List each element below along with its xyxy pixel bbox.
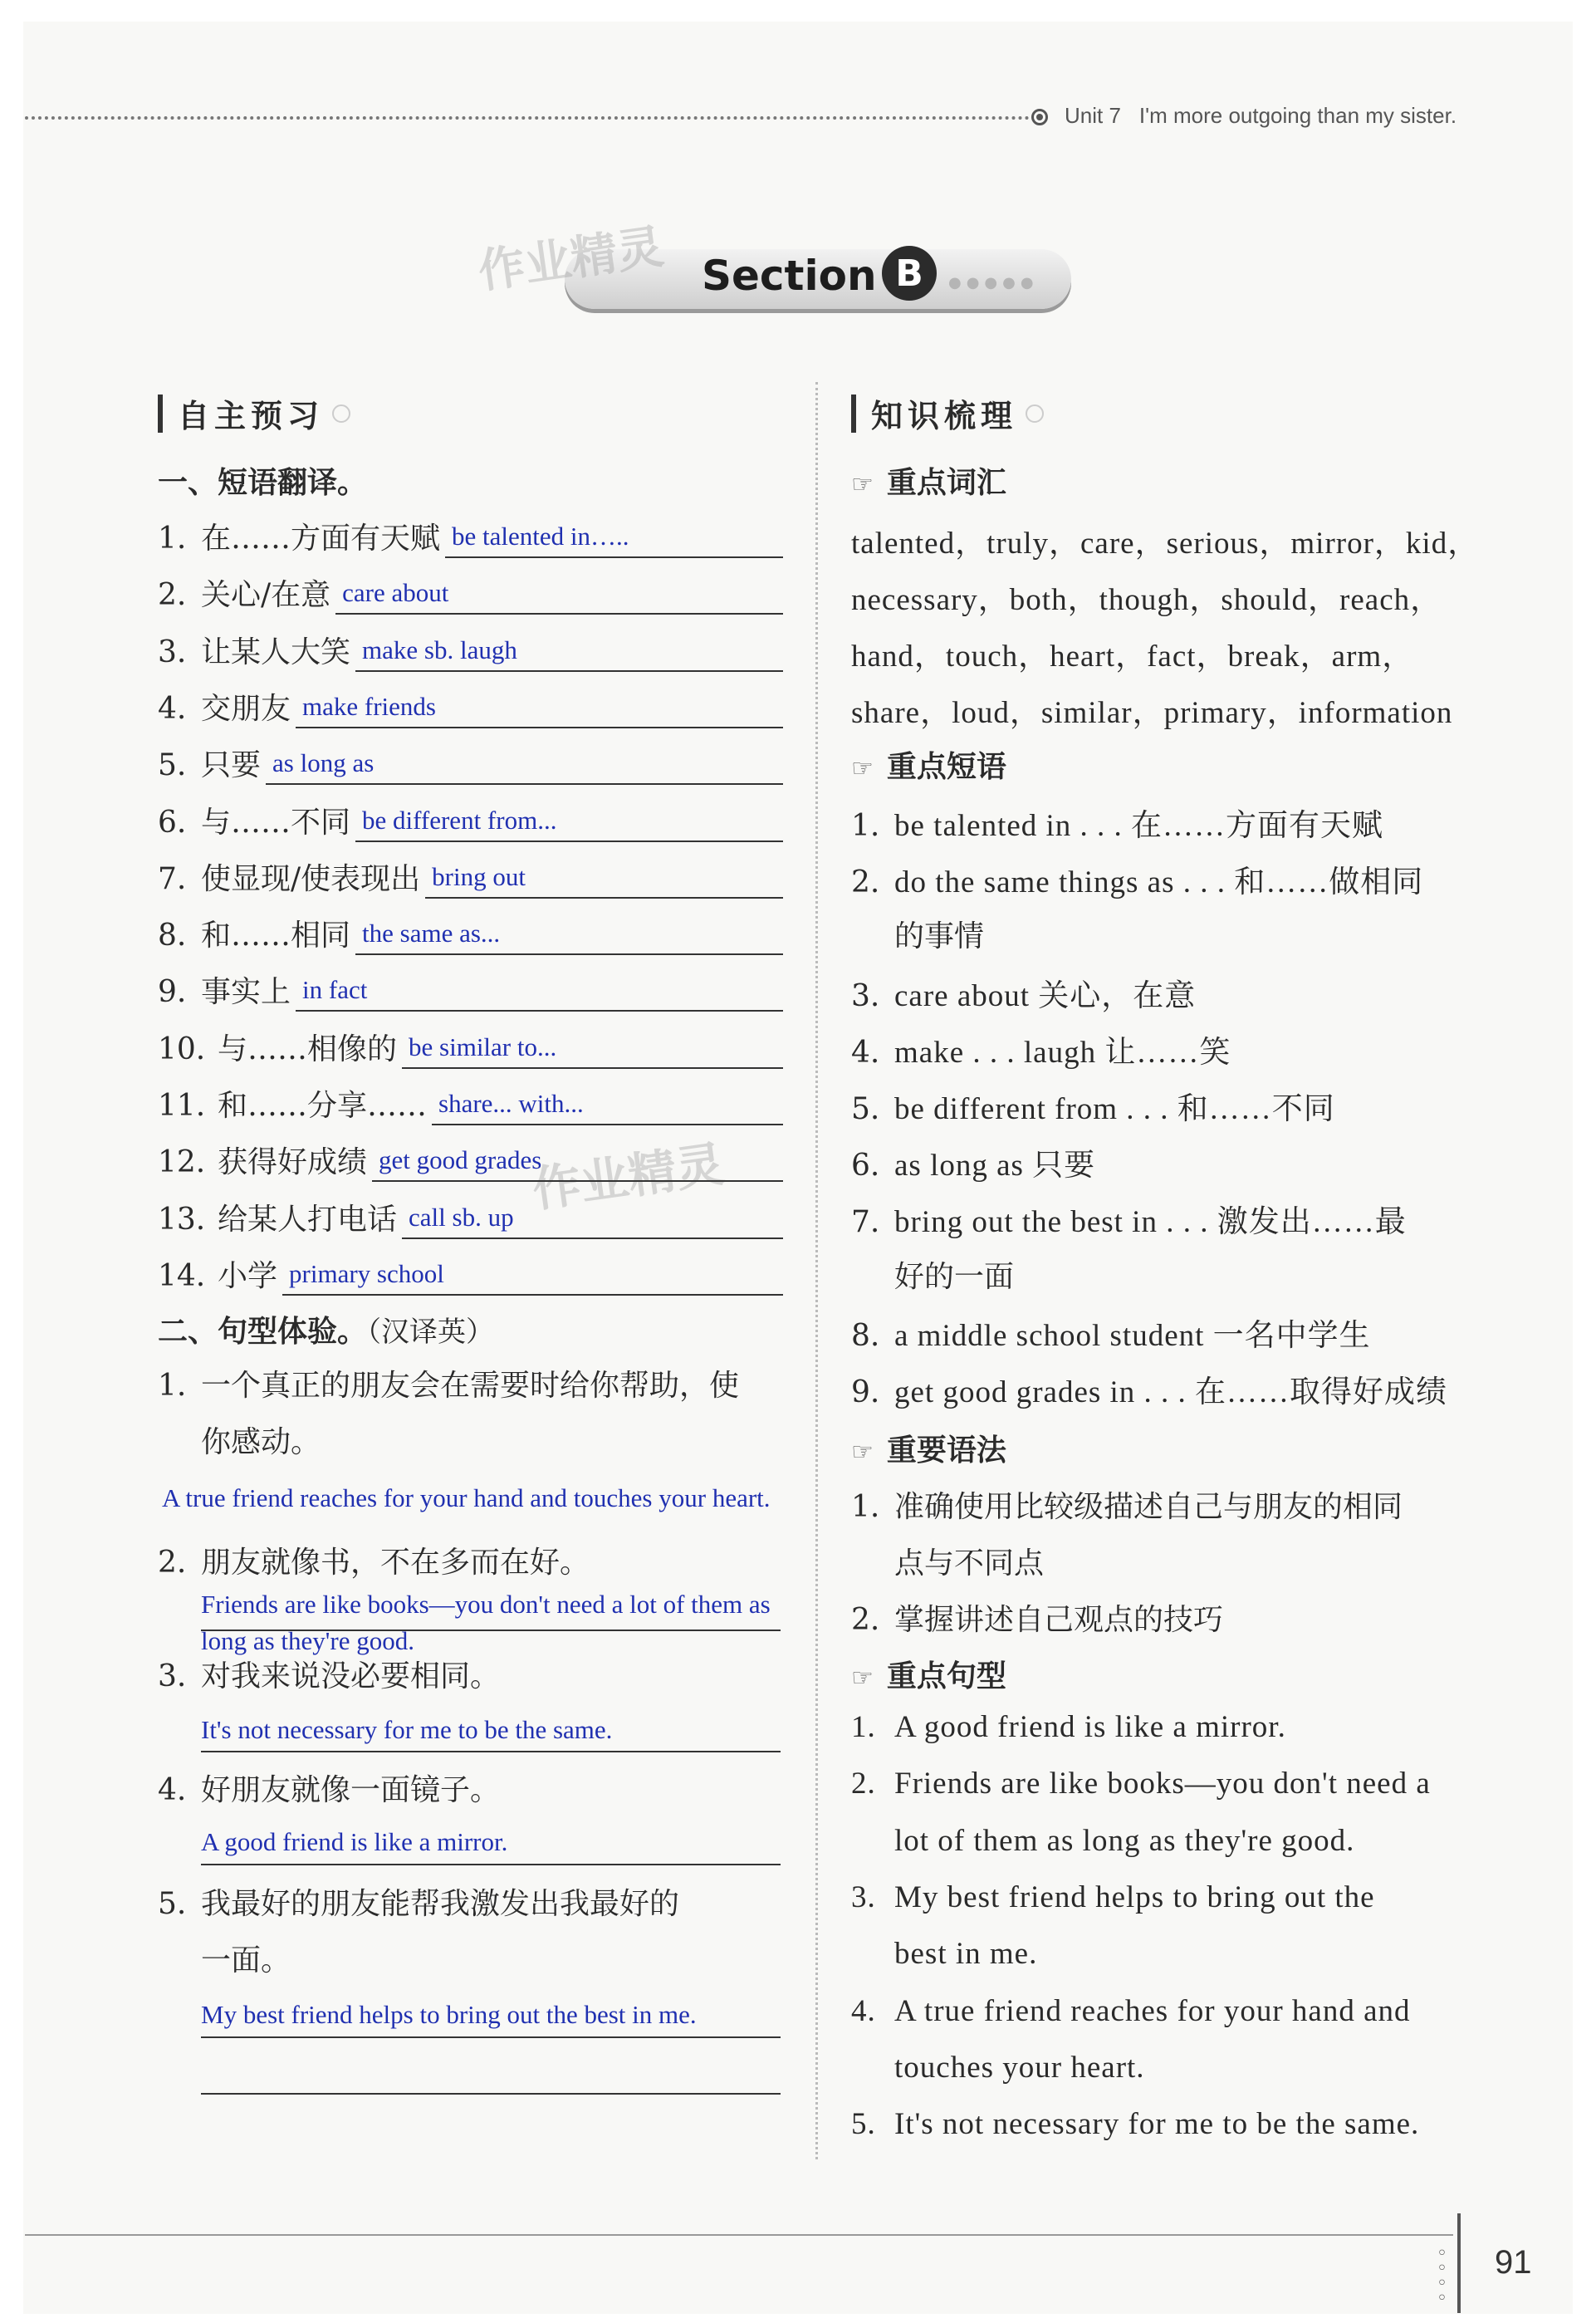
- key-sentence-item-cont: touches your heart.: [894, 2051, 1145, 2085]
- watermark: 作业精灵: [475, 219, 668, 300]
- answer-underline: [372, 1180, 783, 1182]
- unit-title: I'm more outgoing than my sister.: [1138, 103, 1457, 128]
- phrase-chinese: 获得好成绩: [218, 1145, 368, 1179]
- answer-underline: [355, 840, 783, 842]
- key-phrase-item: 3. care about 关心，在意: [851, 979, 1197, 1013]
- sentence-answer: Friends are like books—you don't need a lot of them as: [201, 1590, 771, 1619]
- answer-underline: [201, 1864, 781, 1865]
- left-section-heading: 自主预习: [158, 390, 350, 436]
- heading-bar-icon: [851, 395, 856, 433]
- phrase-answer: share... with...: [438, 1089, 584, 1118]
- sentence-answer: A good friend is like a mirror.: [201, 1827, 508, 1856]
- key-phrase-item-cont: 好的一面: [894, 1260, 1015, 1294]
- phrase-chinese: 在……方面有天赋: [201, 522, 441, 556]
- phrase-chinese: 关心/在意: [201, 578, 331, 612]
- key-sentence-item: 1. A good friend is like a mirror.: [851, 1710, 1286, 1744]
- phrase-translation-item: 6. 与……不同 be different from...: [158, 806, 557, 840]
- phrase-answer: be similar to...: [409, 1032, 557, 1061]
- part2-title: 二、句型体验。（汉译英）: [158, 1315, 495, 1349]
- banner-dots-decoration: ●●●●●: [948, 274, 1039, 292]
- sentence-item: 2. 朋友就像书，不在多而在好。: [158, 1546, 590, 1580]
- key-sentence-item: 2. Friends are like books—you don't need a: [851, 1767, 1431, 1801]
- running-header: [1065, 103, 1475, 129]
- answer-underline: [201, 2036, 781, 2038]
- phrase-answer: get good grades: [379, 1145, 542, 1174]
- page-number: 91: [1495, 2244, 1532, 2281]
- answer-underline: [282, 1294, 783, 1296]
- answer-underline-blank: [201, 2093, 781, 2095]
- phrase-chinese: 交朋友: [201, 692, 291, 726]
- phrase-chinese: 只要: [201, 748, 262, 782]
- part2-note: （汉译英）: [367, 1316, 495, 1349]
- key-phrase-item: 4. make . . . laugh 让……笑: [851, 1036, 1231, 1070]
- sentence-item: 1. 一个真正的朋友会在需要时给你帮助，使: [158, 1369, 740, 1403]
- sentence-item: 3. 对我来说没必要相同。: [158, 1659, 501, 1693]
- phrase-translation-item: 3. 让某人大笑 make sb. laugh: [158, 635, 517, 669]
- header-dotted-rule: [25, 116, 1030, 120]
- phrase-answer: call sb. up: [409, 1203, 514, 1232]
- phrase-translation-item: 7. 使显现/使表现出 bring out: [158, 862, 526, 896]
- answer-underline: [355, 670, 783, 672]
- right-section-heading: 知识梳理: [851, 390, 1044, 436]
- phrase-answer: the same as...: [362, 919, 501, 948]
- pointing-hand-icon: ☞: [851, 470, 874, 499]
- phrase-translation-item: 14. 小学 primary school: [158, 1259, 444, 1293]
- grammar-title: ☞ 重要语法: [851, 1433, 1006, 1468]
- key-sentence-item: 5. It's not necessary for me to be the same.: [851, 2107, 1420, 2141]
- phrase-answer: make friends: [302, 692, 436, 721]
- header-bullet-icon: [1031, 109, 1048, 125]
- phrase-translation-item: 4. 交朋友 make friends: [158, 692, 436, 726]
- phrase-translation-item: 5. 只要 as long as: [158, 748, 375, 782]
- phrase-chinese: 和……相同: [201, 919, 351, 953]
- phrase-translation-item: 11. 和……分享…… share... with...: [158, 1089, 584, 1123]
- sentence-answer: A true friend reaches for your hand and touches your heart.: [162, 1483, 771, 1512]
- answer-underline: [296, 727, 783, 728]
- pointing-hand-icon: ☞: [851, 1664, 874, 1693]
- key-phrase-item-cont: 的事情: [894, 919, 985, 953]
- phrase-translation-item: 1. 在……方面有天赋 be talented in…..: [158, 522, 629, 556]
- phrase-chinese: 事实上: [201, 975, 291, 1009]
- phrase-answer: be different from...: [362, 806, 557, 835]
- footer-marks-decoration: ◦ ◦ ◦ ◦: [1437, 2243, 1447, 2309]
- vocab-title: ☞ 重点词汇: [851, 466, 1006, 500]
- phrase-answer: primary school: [289, 1259, 444, 1288]
- pointing-hand-icon: ☞: [851, 1438, 874, 1467]
- heading-bar-icon: [158, 395, 163, 433]
- section-title: Section: [702, 252, 877, 300]
- vocab-line: share，loud，similar，primary，information: [851, 696, 1453, 730]
- pointing-hand-icon: ☞: [851, 754, 874, 783]
- footer-bar: [1457, 2213, 1461, 2313]
- watermark: 作业精灵: [529, 1135, 728, 1218]
- answer-underline: [432, 1124, 783, 1125]
- answer-underline: [355, 953, 783, 955]
- phrase-chinese: 与……不同: [201, 806, 351, 840]
- key-phrase-item: 8. a middle school student 一名中学生: [851, 1319, 1371, 1353]
- phrase-answer: be talented in…..: [452, 522, 629, 551]
- phrases-title: ☞ 重点短语: [851, 750, 1006, 784]
- phrase-translation-item: 10. 与……相像的 be similar to...: [158, 1032, 557, 1066]
- sentences-title: ☞ 重点句型: [851, 1659, 1006, 1693]
- answer-underline: [445, 556, 783, 558]
- vocab-line: hand，touch，heart，fact，break，arm，: [851, 640, 1414, 674]
- key-phrase-item: 1. be talented in . . . 在……方面有天赋: [851, 809, 1384, 843]
- answer-underline: [296, 1010, 783, 1012]
- phrase-answer: bring out: [432, 862, 526, 891]
- phrase-translation-item: 2. 关心/在意 care about: [158, 578, 449, 612]
- key-phrase-item: 5. be different from . . . 和……不同: [851, 1092, 1335, 1126]
- sentence-item-cont: 你感动。: [201, 1425, 321, 1459]
- sentence-item: 5. 我最好的朋友能帮我激发出我最好的: [158, 1887, 680, 1921]
- phrase-chinese: 给某人打电话: [218, 1203, 398, 1237]
- sentence-answer-cont: long as they're good.: [201, 1626, 414, 1655]
- key-sentence-item: 3. My best friend helps to bring out the: [851, 1880, 1375, 1914]
- key-phrase-item: 6. as long as 只要: [851, 1149, 1096, 1183]
- answer-underline: [402, 1237, 783, 1239]
- key-sentence-item: 4. A true friend reaches for your hand and: [851, 1994, 1411, 2028]
- unit-label: Unit 7: [1065, 103, 1121, 128]
- answer-underline: [425, 897, 783, 899]
- grammar-item: 1. 准确使用比较级描述自己与朋友的相同: [851, 1490, 1403, 1524]
- phrase-translation-item: 9. 事实上 in fact: [158, 975, 368, 1009]
- phrase-chinese: 和……分享……: [218, 1089, 428, 1123]
- phrase-answer: as long as: [272, 748, 375, 777]
- part1-title: 一、短语翻译。: [158, 466, 368, 500]
- vocab-line: talented，truly，care，serious，mirror，kid，: [851, 527, 1480, 561]
- phrase-translation-item: 13. 给某人打电话 call sb. up: [158, 1203, 514, 1237]
- phrase-translation-item: 12. 获得好成绩 get good grades: [158, 1145, 542, 1179]
- answer-underline: [402, 1067, 783, 1069]
- phrase-chinese: 与……相像的: [218, 1032, 398, 1066]
- phrase-answer: make sb. laugh: [362, 635, 517, 664]
- phrase-answer: in fact: [302, 975, 368, 1004]
- key-phrase-item: 2. do the same things as . . . 和……做相同: [851, 865, 1424, 899]
- grammar-item: 2. 掌握讲述自己观点的技巧: [851, 1603, 1224, 1637]
- sentence-answer: My best friend helps to bring out the best in me.: [201, 2000, 697, 2029]
- phrase-chinese: 让某人大笑: [201, 635, 351, 669]
- key-phrase-item: 7. bring out the best in . . . 激发出……最: [851, 1205, 1407, 1239]
- heading-ring-icon: [1026, 404, 1044, 423]
- phrase-answer: care about: [342, 578, 449, 607]
- answer-underline: [201, 1751, 781, 1752]
- sentence-item: 4. 好朋友就像一面镜子。: [158, 1773, 501, 1807]
- sentence-answer: It's not necessary for me to be the same.: [201, 1715, 613, 1744]
- section-letter-badge: B: [882, 246, 937, 301]
- phrase-chinese: 使显现/使表现出: [201, 862, 421, 896]
- sentence-item-cont: 一面。: [201, 1943, 291, 1977]
- answer-underline: [335, 613, 783, 615]
- vocab-line: necessary，both，though，should，reach，: [851, 583, 1442, 617]
- answer-underline: [266, 783, 783, 785]
- key-sentence-item-cont: lot of them as long as they're good.: [894, 1824, 1355, 1858]
- grammar-item-cont: 点与不同点: [894, 1546, 1045, 1581]
- key-phrase-item: 9. get good grades in . . . 在……取得好成绩: [851, 1375, 1448, 1409]
- column-divider: [815, 382, 818, 2159]
- phrase-chinese: 小学: [218, 1259, 278, 1293]
- key-sentence-item-cont: best in me.: [894, 1937, 1038, 1971]
- footer-rule: [25, 2234, 1453, 2236]
- heading-ring-icon: [332, 404, 350, 423]
- phrase-translation-item: 8. 和……相同 the same as...: [158, 919, 501, 953]
